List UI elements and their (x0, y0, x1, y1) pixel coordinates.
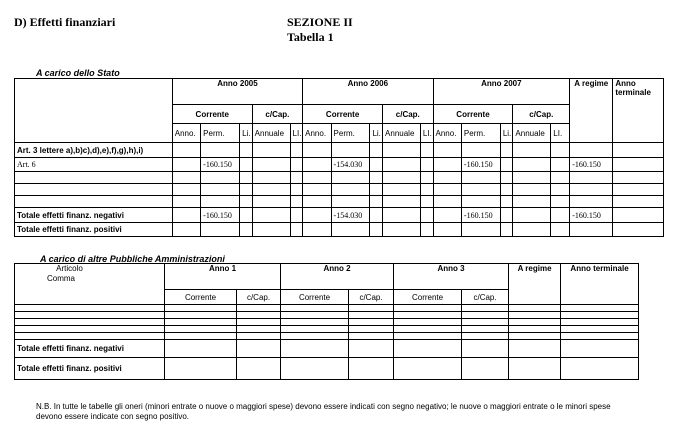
table1-col-perm: Perm. (331, 124, 370, 143)
table-row (15, 184, 664, 196)
table1-corrente-2007: Corrente (433, 105, 513, 124)
table1-row-label-articolo: Art. 3 lettere a),b)c),d),e),f),g),h),i) (17, 145, 144, 155)
table2-corner-cell (15, 264, 165, 305)
table1-col-li: Li. (240, 124, 253, 143)
table2-year-1: Anno 1 (165, 264, 281, 290)
table1-col-annuale: Annuale (513, 124, 551, 143)
table-row (15, 143, 664, 158)
table2-total-positive-label: Totale effetti finanz. positivi (15, 358, 165, 380)
table1-col-anno: Anno. (433, 124, 461, 143)
table2-caption: A carico di altre Pubbliche Amministrazioni (40, 254, 225, 264)
table2-total-positive-row (15, 358, 639, 380)
table1-value-2007: -160.150 (461, 158, 500, 172)
table2-corrente-2: Corrente (281, 290, 349, 305)
table1-col-li2: LI. (420, 124, 433, 143)
table2-anno-terminale-header: Anno terminale (561, 264, 639, 305)
table1-year-2007: Anno 2007 (433, 79, 570, 105)
table1-total-2005: -160.150 (201, 208, 240, 223)
table1-col-perm: Perm. (461, 124, 500, 143)
table-row (15, 172, 664, 184)
table2-corrente-3: Corrente (394, 290, 462, 305)
table-row (15, 196, 664, 208)
table2-ccap-3: c/Cap. (462, 290, 509, 305)
table2-total-negative-row (15, 340, 639, 358)
table1-col-annuale: Annuale (252, 124, 290, 143)
footnote: N.B. In tutte le tabelle gli oneri (minori entrate o nuove o maggiori spese) devono essere indicati con segno negativo; le nuove o maggiori entrate o le minori spese devono essere indicate con segno positivo. (36, 402, 611, 421)
table1-row-label (15, 143, 173, 158)
table1-total-regime: -160.150 (570, 208, 613, 223)
table-row (15, 326, 639, 333)
table1-ccap-2005: c/Cap. (252, 105, 302, 124)
table1-caption: A carico dello Stato (36, 68, 120, 78)
table1-a-regime-header: A regime (570, 79, 613, 143)
table2-year-3: Anno 3 (394, 264, 509, 290)
table1-corner-cell (15, 79, 173, 143)
table1-col-li2: LI. (290, 124, 303, 143)
table-altre-pa (14, 263, 639, 380)
table1-col-anno: Anno. (303, 124, 331, 143)
table-row (15, 305, 639, 312)
table1-year-2005: Anno 2005 (172, 79, 302, 105)
table2-ccap-2: c/Cap. (349, 290, 394, 305)
table1-col-anno: Anno. (172, 124, 200, 143)
table1-col-perm: Perm. (201, 124, 240, 143)
table-stato (14, 78, 664, 237)
table1-total-2007: -160.150 (461, 208, 500, 223)
table-title: Tabella 1 (287, 30, 334, 44)
table1-col-li: Li. (370, 124, 383, 143)
table1-corrente-2006: Corrente (303, 105, 383, 124)
table1-value-2006: -154.030 (331, 158, 370, 172)
section-title: SEZIONE II (287, 15, 353, 29)
table1-col-annuale: Annuale (383, 124, 421, 143)
table2-total-negative-label: Totale effetti finanz. negativi (15, 340, 165, 358)
table2-ccap-1: c/Cap. (237, 290, 281, 305)
table1-corrente-2005: Corrente (172, 105, 252, 124)
table-row (15, 158, 664, 172)
table1-col-li: Li. (500, 124, 513, 143)
table1-row-label-art6: Art. 6 (15, 158, 173, 172)
table1-ccap-2006: c/Cap. (383, 105, 433, 124)
table1-ccap-2007: c/Cap. (513, 105, 570, 124)
table1-total-negative-row (15, 208, 664, 223)
table1-value-2005: -160.150 (201, 158, 240, 172)
table2-comma-label: Comma (47, 274, 76, 283)
table1-total-positive-label: Totale effetti finanz. positivi (15, 223, 173, 237)
table-row (15, 312, 639, 319)
table2-a-regime-header: A regime (509, 264, 561, 305)
table2-year-2: Anno 2 (281, 264, 394, 290)
table1-total-negative-label: Totale effetti finanz. negativi (15, 208, 173, 223)
table1-anno-terminale-header: Anno terminale (613, 79, 664, 143)
table1-col-li2: LI. (551, 124, 570, 143)
table1-value-regime: -160.150 (570, 158, 613, 172)
table1-total-2006: -154.030 (331, 208, 370, 223)
table1-total-positive-row (15, 223, 664, 237)
section-title-block (287, 15, 353, 45)
table-row (15, 319, 639, 326)
table1-year-2006: Anno 2006 (303, 79, 433, 105)
section-heading: D) Effetti finanziari (14, 15, 116, 29)
table2-articolo-label: Articolo (56, 264, 83, 273)
table2-corrente-1: Corrente (165, 290, 237, 305)
table-row (15, 333, 639, 340)
